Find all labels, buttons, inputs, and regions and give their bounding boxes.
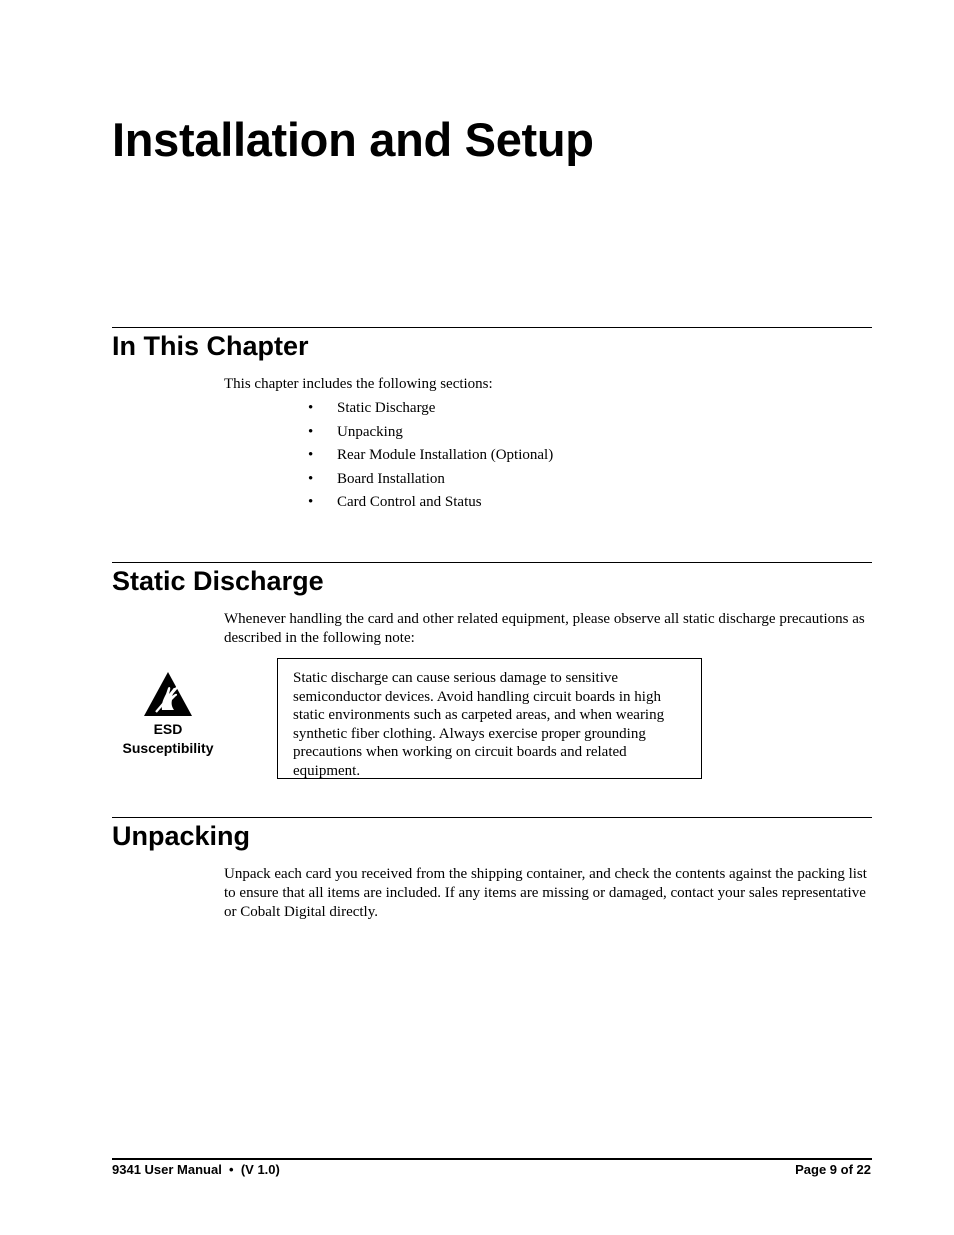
list-item: [308, 398, 553, 422]
footer-divider: [112, 1158, 872, 1160]
esd-warning-note: Static discharge can cause serious damage to sensitive semiconductor devices. Avoid handling circuit boards in high static environments such as carpeted areas, and when wearing synthetic fiber clothing. Always exercise proper grounding precautions when working on circuit boards and related equipment.: [277, 658, 702, 779]
unpacking-text: Unpack each card you received from the shipping container, and check the contents against the packing list to ensure that all items are included. If any items are missing or damaged, contact your sales representative or Cobalt Digital directly.: [224, 866, 867, 920]
list-item: [308, 469, 553, 493]
chapter-title: Installation and Setup: [112, 113, 594, 166]
list-item-label: Board Installation: [337, 470, 445, 487]
bullet-icon: •: [308, 470, 314, 487]
list-item: [308, 445, 553, 469]
static-discharge-text: Whenever handling the card and other related equipment, please observe all static discharge precautions as described in the following note:: [224, 611, 865, 646]
bullet-icon: •: [308, 400, 314, 416]
section-intro-text: This chapter includes the following sections:: [224, 376, 493, 392]
section-heading-static-discharge: Static Discharge: [112, 566, 324, 596]
list-item-label: Card Control and Status: [337, 494, 482, 511]
esd-warning-icon: [142, 670, 194, 718]
section-divider: [112, 562, 872, 563]
section-heading-unpacking: Unpacking: [112, 821, 251, 851]
section-heading-in-this-chapter: In This Chapter: [112, 331, 309, 361]
esd-label-line2: Susceptibility: [122, 740, 214, 756]
list-item: [308, 492, 553, 516]
list-item: [308, 422, 553, 446]
list-item-label: Rear Module Installation (Optional): [337, 447, 554, 464]
section-divider: [112, 817, 872, 818]
esd-label-line1: ESD: [153, 721, 183, 737]
bullet-icon: •: [308, 494, 314, 511]
esd-icon-label: [108, 720, 228, 758]
chapter-sections-list: [308, 398, 553, 516]
section-divider: [112, 327, 872, 328]
list-item-label: Static Discharge: [337, 400, 436, 416]
bullet-icon: •: [308, 447, 314, 464]
footer-page-number: Page 9 of 22: [795, 1162, 871, 1177]
list-item-label: Unpacking: [337, 423, 403, 440]
footer-manual-version: 9341 User Manual • (V 1.0): [112, 1162, 280, 1177]
bullet-icon: •: [308, 423, 314, 440]
